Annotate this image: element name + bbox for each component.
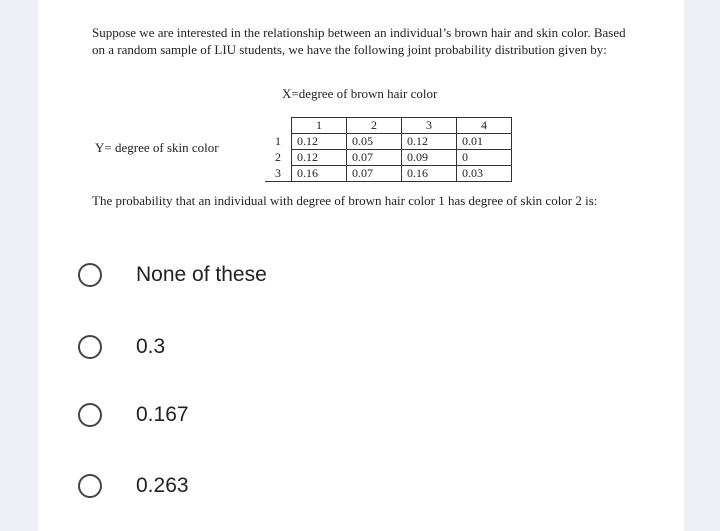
- joint-probability-table: [265, 117, 512, 182]
- column-header: 2: [347, 118, 402, 134]
- radio-button-icon[interactable]: [78, 335, 102, 359]
- row-header: 2: [265, 150, 292, 166]
- table-cell: 0.07: [347, 166, 402, 182]
- radio-button-icon[interactable]: [78, 263, 102, 287]
- table-cell: 0.03: [457, 166, 512, 182]
- column-header: 3: [402, 118, 457, 134]
- table-cell: 0.16: [402, 166, 457, 182]
- table-cell: 0: [457, 150, 512, 166]
- table-row: [265, 150, 512, 166]
- table-row: [265, 134, 512, 150]
- radio-button-icon[interactable]: [78, 474, 102, 498]
- row-header: 3: [265, 166, 292, 182]
- x-variable-label: X=degree of brown hair color: [282, 86, 438, 101]
- table-row: [265, 166, 512, 182]
- answer-option-label: 0.263: [136, 474, 189, 497]
- question-intro: Suppose we are interested in the relationship between an individual’s brown hair and skin color. Based on a random sample of LIU students, we have the following joint probability distribution given by:: [92, 25, 626, 57]
- table-cell: 0.12: [292, 150, 347, 166]
- answer-option[interactable]: [78, 332, 165, 362]
- table-cell: 0.01: [457, 134, 512, 150]
- table-cell: 0.12: [292, 134, 347, 150]
- row-header: 1: [265, 134, 292, 150]
- table-header-row: [265, 118, 512, 134]
- answer-option[interactable]: [78, 400, 189, 430]
- answer-option-label: 0.167: [136, 403, 189, 426]
- table-cell: 0.12: [402, 134, 457, 150]
- table-cell: 0.09: [402, 150, 457, 166]
- table-cell: 0.07: [347, 150, 402, 166]
- answer-option[interactable]: [78, 471, 189, 501]
- answer-option[interactable]: [78, 260, 267, 290]
- table-cell: 0.05: [347, 134, 402, 150]
- answer-option-label: 0.3: [136, 335, 166, 358]
- y-variable-label: Y= degree of skin color: [95, 140, 219, 155]
- answer-option-label: None of these: [136, 263, 267, 286]
- radio-button-icon[interactable]: [78, 403, 102, 427]
- column-header: 4: [457, 118, 512, 134]
- column-header: 1: [292, 118, 347, 134]
- table-cell: 0.16: [292, 166, 347, 182]
- question-prompt: The probability that an individual with degree of brown hair color 1 has degree of skin color 2 is:: [92, 193, 598, 208]
